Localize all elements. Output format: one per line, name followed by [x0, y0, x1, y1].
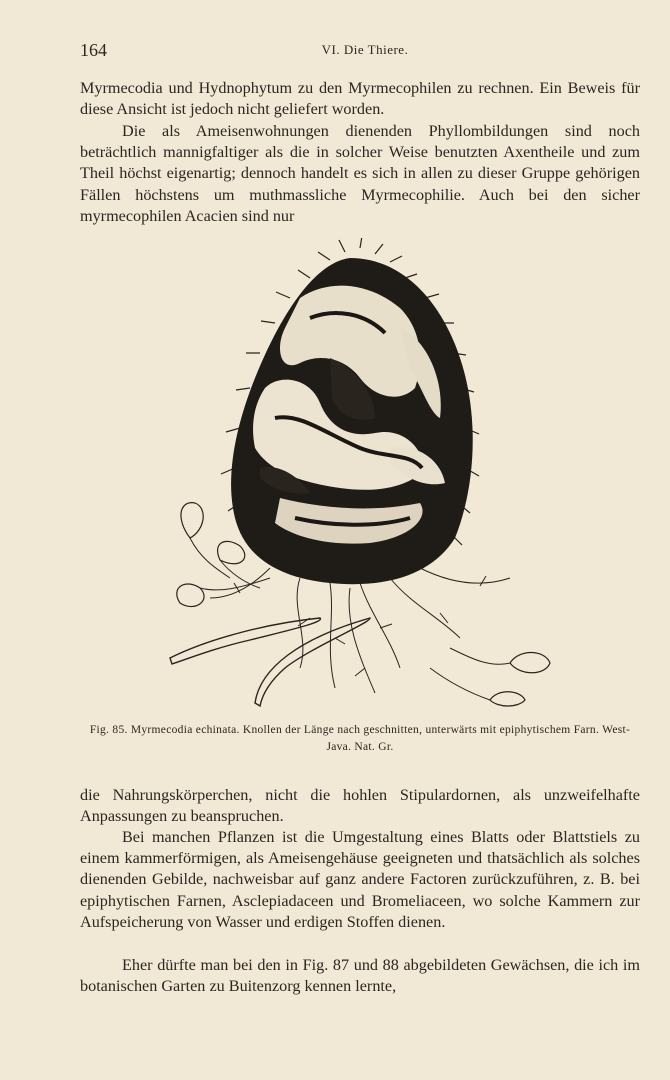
paragraph-2: Die als Ameisenwohnungen dienenden Phyllombildungen sind noch beträchtlich mannigfaltiger als die in solcher Weise benutzten Axentheile und zum Theil höchst eigenartig; dennoch handelt es sich in allen zu dieser Gruppe gehörigen Fällen höchstens um muthmassliche Myrmecophilie. Auch bei den sicher myrmecophilen Acacien sind nur — [80, 122, 640, 225]
paragraph-4: Bei manchen Pflanzen ist die Umgestaltung eines Blatts oder Blattstiels zu einem kammerförmigen, als Ameisengehäuse geeigneten und thatsächlich als solches dienenden Gebilde, nachweisbar auf ganz andere Factoren zurückzuführen, z. B. bei epiphytischen Farnen, Asclepiadaceen und Bromeliaceen, wo solche Kammern zur Aufspeicherung von Wasser und erdigen Stoffen dienen. — [80, 828, 640, 931]
paragraph-1: Myrmecodia und Hydnophytum zu den Myrmecophilen zu rechnen. Ein Beweis für diese Ansicht ist jedoch nicht geliefert worden. — [80, 79, 640, 119]
figure-85 — [160, 238, 560, 708]
running-head: VI. Die Thiere. — [321, 42, 409, 57]
myrmecodia-tuber-section-icon — [160, 238, 560, 708]
paragraph-3: die Nahrungskörperchen, nicht die hohlen Stipulardornen, als unzweifelhafte Anpassungen zu beanspruchen. — [80, 786, 640, 826]
page-header — [80, 40, 640, 62]
figure-caption: Fig. 85. Myrmecodia echinata. Knollen der Länge nach geschnitten, unterwärts mit epiphytischem Farn. West-Java. Nat. Gr. — [89, 724, 631, 753]
page-number: 164 — [80, 40, 107, 60]
paragraph-5: Eher dürfte man bei den in Fig. 87 und 88 abgebildeten Gewächsen, die ich im botanischen Garten zu Buitenzorg kennen lernte, — [80, 956, 640, 996]
